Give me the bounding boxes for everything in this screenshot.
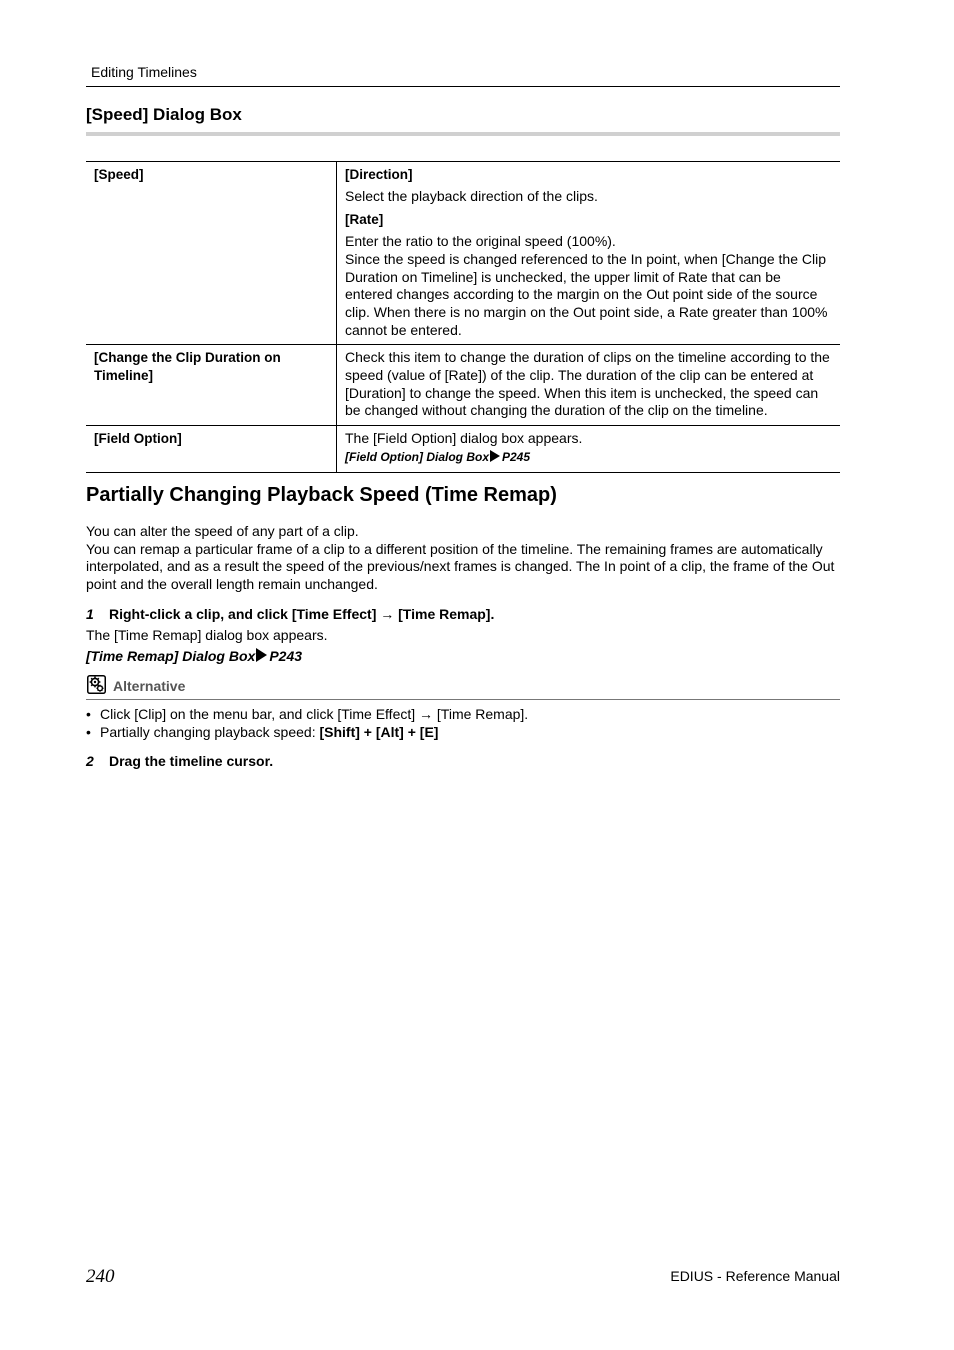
alternative-list <box>86 706 840 741</box>
bullet: • <box>86 706 91 722</box>
step-text: Drag the timeline cursor. <box>109 753 274 769</box>
table-value: Check this item to change the duration of clips on the timeline according to the speed (value of [Rate]) of the clip. The duration of the clip can be entered at [Duration] to change the speed. When this item is unchecked, the speed can be changed without changing the duration of the clip on the timeline. <box>345 349 830 419</box>
table-key: [Change the Clip Duration on Timeline] <box>86 345 337 426</box>
arrow-right-icon <box>256 648 267 662</box>
list-item <box>86 724 840 742</box>
xref-label: [Time Remap] Dialog Box <box>86 648 256 664</box>
step-1 <box>86 606 494 622</box>
table-value <box>337 426 841 472</box>
alternative-header <box>86 674 840 700</box>
step-text: Right-click a clip, and click [Time Effect] → [Time Remap]. <box>109 606 495 622</box>
section-rule <box>86 132 840 136</box>
table-text: Select the playback direction of the clips. <box>345 187 598 204</box>
arrow-right-icon <box>490 450 500 462</box>
gear-icon <box>87 675 106 694</box>
step-number: 2 <box>86 753 94 769</box>
intro-paragraph: You can alter the speed of any part of a clip. You can remap a particular frame of a clip to a different position of the timeline. The remaining frames are automatically interpolated, and as a result the speed of the previous/next frames is changed. The In point of a clip, the frame of the Out point and the overall length remain unchanged. <box>86 523 835 593</box>
table-row <box>86 426 840 472</box>
table-subheading: [Rate] <box>345 212 384 228</box>
settings-table <box>86 161 840 473</box>
header-rule <box>86 86 840 87</box>
table-text: The [Field Option] dialog box appears. <box>345 430 583 447</box>
table-row <box>86 345 840 426</box>
manual-title: EDIUS - Reference Manual <box>670 1268 840 1284</box>
table-subheading: [Direction] <box>345 167 413 182</box>
list-item-text: Click [Clip] on the menu bar, and click [Time Effect] → [Time Remap]. <box>100 706 529 722</box>
step-result: The [Time Remap] dialog box appears. <box>86 627 328 643</box>
list-item-text <box>100 724 438 742</box>
table-key: [Speed] <box>86 162 337 345</box>
table-key: [Field Option] <box>86 426 337 472</box>
list-item-prefix: Partially changing playback speed: <box>100 723 320 740</box>
page-number: 240 <box>86 1266 115 1287</box>
step-number: 1 <box>86 606 94 622</box>
shortcut-keys: [Shift] + [Alt] + [E] <box>319 723 439 740</box>
table-text: Enter the ratio to the original speed (100%). Since the speed is changed referenced to the In point, when [Change the Clip Duration on Timeline] is unchecked, the upper limit of Rate that can be entered changes according to the margin on the Out point side of the source clip. When there is no margin on the Out point side, a Rate greater than 100% cannot be entered. <box>345 233 828 338</box>
section-heading: Partially Changing Playback Speed (Time Remap) <box>86 484 557 506</box>
step-2 <box>86 753 273 769</box>
xref-page: P243 <box>269 648 303 664</box>
bullet: • <box>86 723 91 740</box>
running-header: Editing Timelines <box>91 64 197 80</box>
xref-label: [Field Option] Dialog Box <box>345 449 489 464</box>
cross-reference-link[interactable] <box>345 448 832 467</box>
xref-page: P245 <box>502 449 531 464</box>
table-row <box>86 162 840 345</box>
table-value <box>337 162 841 345</box>
cross-reference-link[interactable] <box>86 648 302 664</box>
section-title: [Speed] Dialog Box <box>86 105 242 124</box>
list-item <box>86 706 840 724</box>
alternative-label: Alternative <box>113 678 186 694</box>
